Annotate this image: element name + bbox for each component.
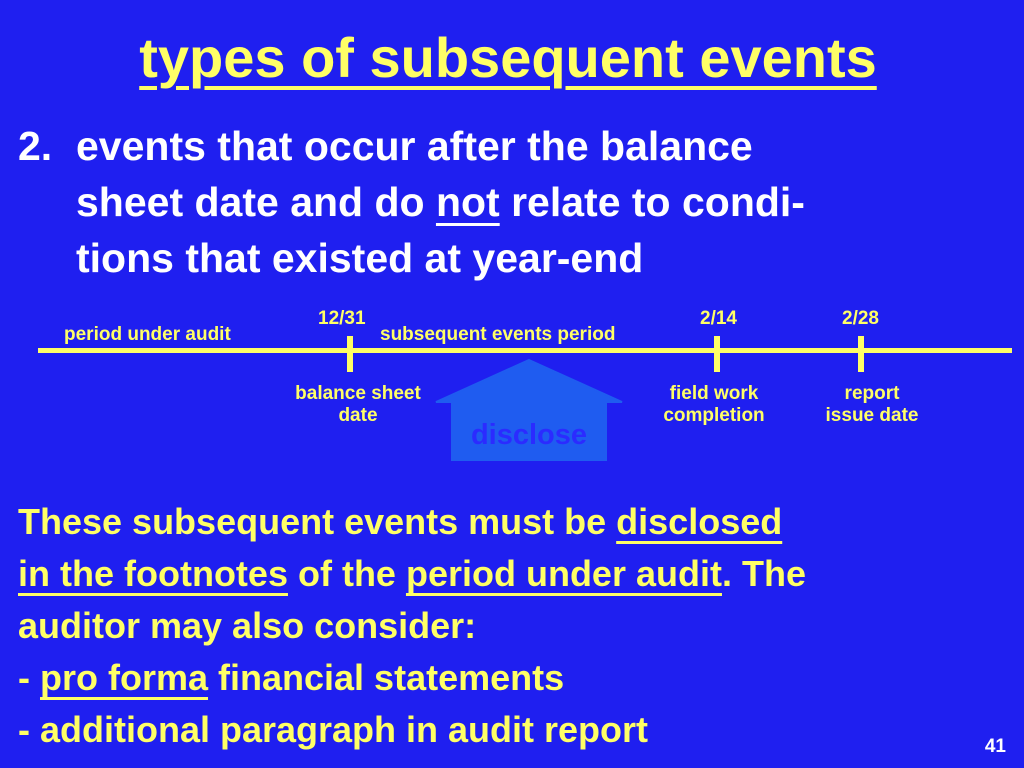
tick-report-issue-date bbox=[858, 336, 864, 372]
body-line-5: - additional paragraph in audit report bbox=[18, 709, 649, 750]
field-work-line-2: completion bbox=[663, 405, 765, 426]
body-line-4-b: financial statements bbox=[208, 657, 565, 698]
body-paragraph bbox=[18, 496, 1018, 756]
disclose-label: disclose bbox=[470, 419, 588, 451]
tick-balance-sheet-date bbox=[347, 336, 353, 372]
body-line-3: auditor may also consider: bbox=[18, 605, 477, 646]
report-issue-date-label bbox=[806, 383, 938, 427]
period-under-audit-emphasis: period under audit bbox=[405, 553, 722, 594]
body-line-1 bbox=[18, 496, 1018, 548]
point-line-1: events that occur after the balance bbox=[76, 123, 753, 169]
balance-sheet-date-label bbox=[274, 383, 442, 427]
point-line-2-a: sheet date and do bbox=[76, 179, 436, 225]
period-under-audit-label: period under audit bbox=[64, 324, 231, 345]
bullet-dash: - bbox=[18, 657, 40, 698]
date-2-28: 2/28 bbox=[842, 308, 879, 329]
point-line-2-b: relate to condi- bbox=[499, 179, 805, 225]
slide-title: types of subsequent events bbox=[139, 26, 877, 89]
report-issue-line-2: issue date bbox=[825, 405, 919, 426]
body-line-2-b: of the bbox=[287, 553, 406, 594]
body-line-2 bbox=[18, 548, 1018, 600]
disclosed-emphasis: disclosed bbox=[616, 501, 783, 542]
body-line-1-a: These subsequent events must be bbox=[18, 501, 617, 542]
body-line-4 bbox=[18, 652, 1018, 704]
point-text bbox=[76, 118, 1016, 286]
date-2-14: 2/14 bbox=[700, 308, 737, 329]
field-work-completion-label bbox=[642, 383, 786, 427]
pro-forma-emphasis: pro forma bbox=[40, 657, 209, 698]
tick-field-work-completion bbox=[714, 336, 720, 372]
not-emphasis: not bbox=[435, 179, 500, 225]
point-line-3: tions that existed at year-end bbox=[76, 235, 644, 281]
point-number: 2. bbox=[18, 123, 53, 169]
page-number: 41 bbox=[984, 736, 1006, 757]
report-issue-line-1: report bbox=[844, 383, 900, 404]
subsequent-events-period-label: subsequent events period bbox=[380, 324, 616, 345]
balance-sheet-date-line-1: balance sheet bbox=[295, 383, 421, 404]
point-line-2 bbox=[76, 174, 1016, 230]
timeline-line bbox=[38, 348, 1012, 353]
field-work-line-1: field work bbox=[669, 383, 759, 404]
balance-sheet-date-line-2: date bbox=[338, 405, 378, 426]
in-the-footnotes-emphasis: in the footnotes bbox=[18, 553, 288, 594]
body-line-2-c: . The bbox=[721, 553, 806, 594]
date-12-31: 12/31 bbox=[318, 308, 366, 329]
